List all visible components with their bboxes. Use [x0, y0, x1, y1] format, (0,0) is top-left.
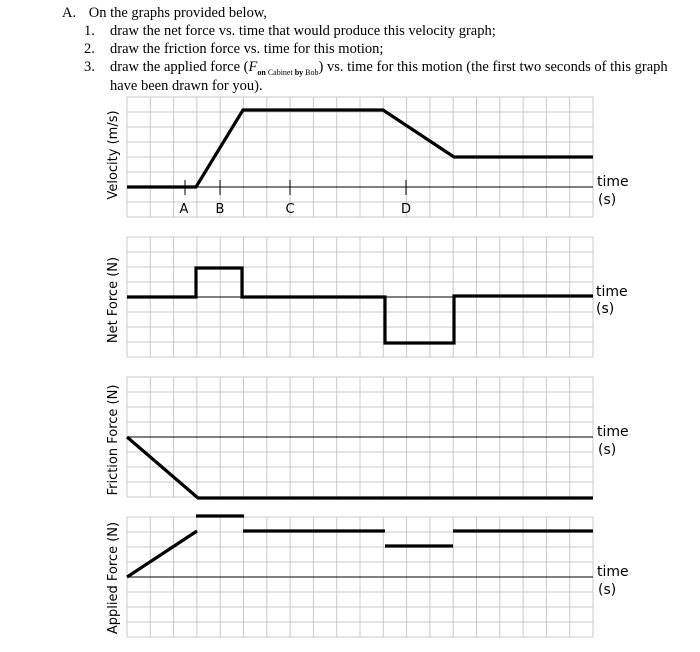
applied-force-graph	[106, 516, 629, 634]
item-number: 3.	[84, 59, 95, 75]
marker-d: D	[400, 202, 412, 217]
time-label: time	[597, 424, 629, 440]
velocity-axis-label: Velocity (m/s)	[106, 110, 121, 200]
item-text: draw the friction force vs. time for this motion;	[110, 41, 384, 57]
force-symbol: F	[248, 59, 258, 75]
question-marker: A.	[62, 5, 77, 21]
item-text: draw the net force vs. time that would produce this velocity graph;	[110, 23, 496, 39]
time-unit-label: (s)	[598, 582, 617, 598]
friction-force-axis-label: Friction Force (N)	[106, 384, 121, 496]
time-unit-label: (s)	[598, 192, 617, 208]
time-unit-label: (s)	[598, 442, 617, 458]
net-force-axis-label: Net Force (N)	[106, 256, 121, 344]
marker-b: B	[215, 202, 225, 217]
time-unit-label: (s)	[596, 301, 615, 317]
time-label: time	[596, 284, 628, 300]
instruction-continuation: have been drawn for you).	[110, 78, 263, 94]
applied-force-axis-label: Applied Force (N)	[106, 521, 121, 635]
time-label: time	[597, 174, 629, 190]
applied-force-ramp	[127, 531, 197, 577]
time-label: time	[597, 564, 629, 580]
question-intro: On the graphs provided below,	[88, 5, 267, 21]
marker-a: A	[179, 202, 189, 217]
item-number: 2.	[84, 41, 95, 57]
grid-lines	[127, 97, 593, 637]
friction-force-graph	[106, 385, 629, 498]
item-number: 1.	[84, 23, 95, 39]
item-text: draw the applied force $(F_{on Cabinet by Bob})$ vs. time for this motion (the first two seconds of this graph	[110, 59, 668, 77]
velocity-graph	[106, 110, 629, 217]
net-force-graph	[106, 257, 628, 343]
marker-c: C	[285, 202, 295, 217]
